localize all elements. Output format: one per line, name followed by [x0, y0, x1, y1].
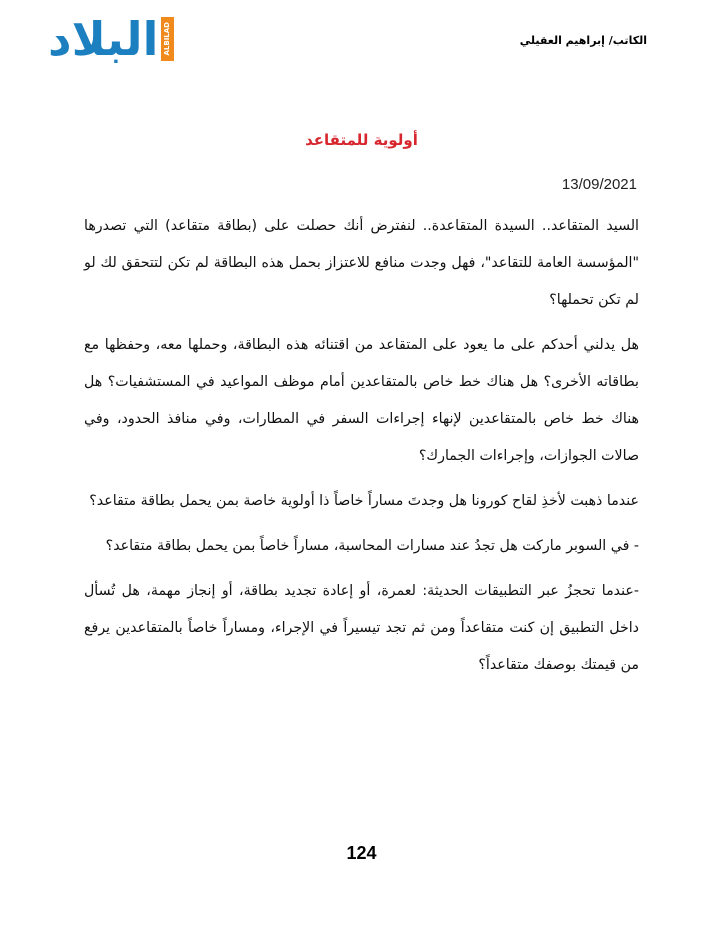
author-name: الكاتب/ إبراهيم العقيلي [519, 34, 647, 47]
paragraph: -عندما تحجزُ عبر التطبيقات الحديثة: لعمرة، أو إعادة تجديد بطاقة، أو إنجاز مهمة، هل تُسأل داخل التطبيق إن كنت متقاعداً ومن ثم تجد تيسيراً في الإجراء، ومساراً خاصاً بالمتقاعدين يرفع من قيمتك بوصفك متقاعداً؟ [84, 583, 639, 673]
logo-wordmark: البلاد [48, 12, 159, 66]
paragraph: السيد المتقاعد.. السيدة المتقاعدة.. لنفترض أنك حصلت على (بطاقة متقاعد) التي تصدرها "المؤسسة العامة للتقاعد"، فهل وجدت منافع للاعتزاز بحمل هذه البطاقة لم تكن لتتحقق لك لو لم تكن تحملها؟ [84, 218, 639, 308]
article-title: أولوية للمتقاعد [305, 131, 418, 149]
logo-tag-text: ALBILAD [163, 22, 172, 56]
article-date: 13/09/2021 [561, 176, 637, 193]
logo-tag [161, 17, 174, 61]
albilad-logo [48, 14, 174, 64]
paragraph: عندما ذهبت لأخذِ لقاح كورونا هل وجدتَ مساراً خاصاً ذا أولوية خاصة بمن يحمل بطاقة متقاعد؟ [89, 493, 639, 509]
page-number: 124 [346, 843, 377, 863]
paragraph: هل يدلني أحدكم على ما يعود على المتقاعد من اقتنائه هذه البطاقة، وحملها معه، وحفظها مع بطاقاته الأخرى؟ هل هناك خط خاص بالمتقاعدين أمام موظف المواعيد في المستشفيات؟ هل هناك خط خاص بالمتقاعدين لإنهاء إجراءات السفر في المطارات، وفي منافذ الحدود، وفي صالات الجوازات، وإجراءات الجمارك؟ [84, 337, 639, 464]
article-body [84, 208, 639, 692]
paragraph: - في السوبر ماركت هل تجدُ عند مسارات المحاسبة، مساراً خاصاً بمن يحمل بطاقة متقاعد؟ [105, 538, 639, 554]
